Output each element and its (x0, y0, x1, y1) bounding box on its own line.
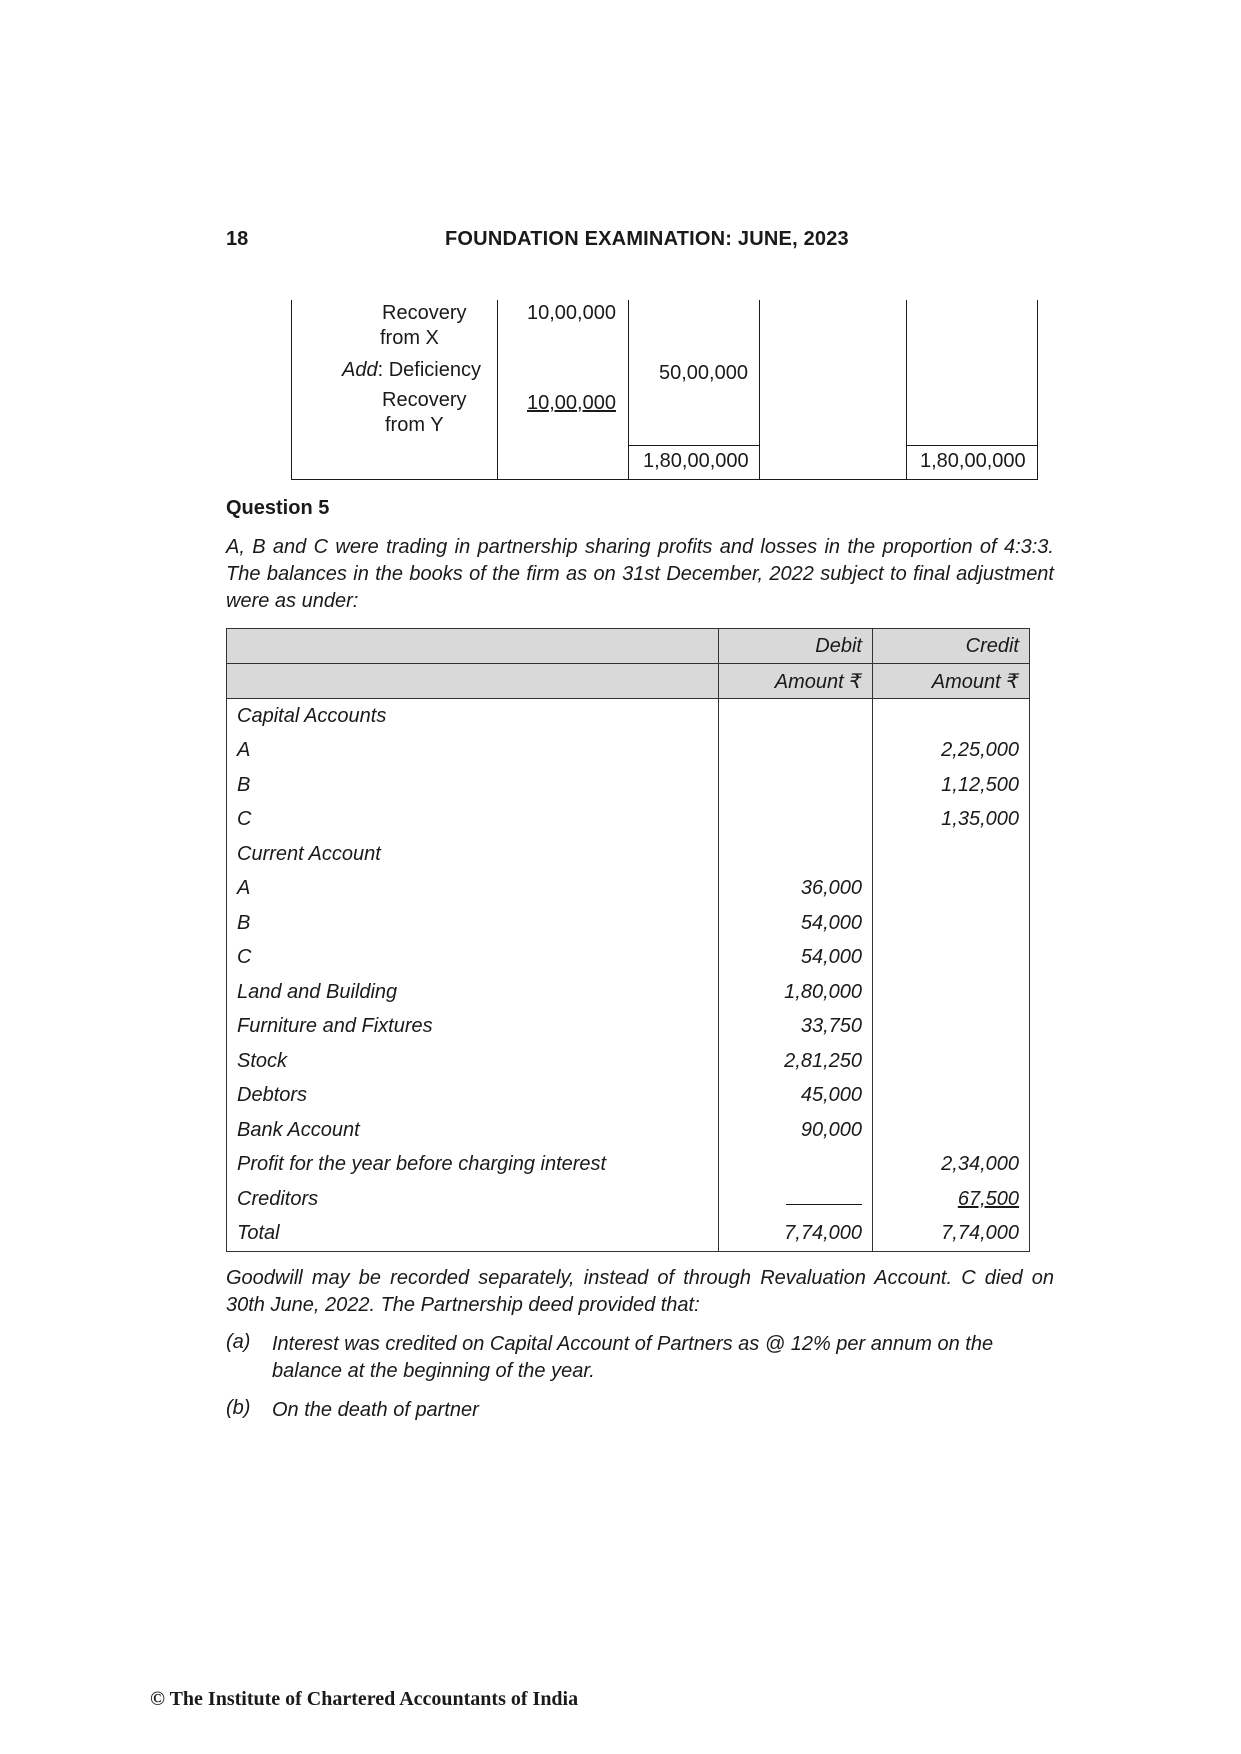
row-label-text: Current Account (237, 842, 381, 865)
table-row (227, 1113, 1030, 1148)
table-row (227, 1010, 1030, 1045)
row-credit (873, 734, 1030, 769)
row-label (227, 906, 719, 941)
total-right: 1,80,00,000 (920, 450, 1026, 472)
ledger-rule (628, 445, 759, 446)
row-credit (873, 872, 1030, 907)
table-row (227, 941, 1030, 976)
row-credit-text: 1,35,000 (941, 808, 1019, 831)
table-row (227, 837, 1030, 872)
row-credit (873, 1113, 1030, 1148)
question-heading: Question 5 (226, 497, 330, 519)
recovery-from-x-line1: Recovery (382, 302, 467, 324)
row-label-text: Furniture and Fixtures (237, 1015, 433, 1038)
row-debit-text: 33,750 (800, 1015, 862, 1038)
ledger-rule (497, 300, 498, 480)
row-credit (873, 1010, 1030, 1045)
row-credit (873, 1217, 1030, 1252)
table-row (227, 1182, 1030, 1217)
row-debit-text: 1,80,000 (784, 980, 862, 1003)
row-label (227, 941, 719, 976)
row-debit (719, 1148, 873, 1183)
recovery-x-amount: 10,00,000 (527, 302, 616, 324)
row-label (227, 1079, 719, 1114)
ledger-rule (906, 300, 907, 480)
row-label (227, 1217, 719, 1252)
row-credit (873, 837, 1030, 872)
ledger-rule (906, 445, 1037, 446)
row-label-text: Bank Account (237, 1118, 360, 1141)
row-debit (719, 768, 873, 803)
total-rule (786, 1192, 862, 1205)
row-debit-text: 36,000 (800, 877, 862, 900)
row-label-text: B (237, 773, 251, 796)
copyright-footer: © The Institute of Chartered Accountants of India (150, 1688, 579, 1710)
page-number: 18 (226, 228, 249, 250)
row-label-text: Land and Building (237, 980, 398, 1003)
table-row (227, 734, 1030, 769)
row-debit (719, 1217, 873, 1252)
item-b-label: (b) (226, 1397, 251, 1419)
row-label (227, 975, 719, 1010)
row-label-text: Debtors (237, 1084, 308, 1107)
row-label-text: B (237, 911, 251, 934)
row-debit (719, 1113, 873, 1148)
header-credit: Credit (873, 629, 1030, 664)
ledger-rule (628, 300, 629, 480)
row-credit (873, 1148, 1030, 1183)
row-label-text: Creditors (237, 1187, 319, 1210)
row-debit (719, 699, 873, 734)
row-label-text: Capital Accounts (237, 704, 387, 727)
row-label-text: C (237, 946, 252, 969)
ledger-rule (1037, 300, 1038, 480)
row-label (227, 1113, 719, 1148)
row-credit (873, 1079, 1030, 1114)
row-debit (719, 1044, 873, 1079)
table-row (227, 906, 1030, 941)
table-row (227, 803, 1030, 838)
trial-balance-table (226, 628, 1030, 1252)
row-debit (719, 906, 873, 941)
row-credit (873, 768, 1030, 803)
add-prefix: Add (342, 359, 378, 381)
row-credit (873, 699, 1030, 734)
table-row (227, 1217, 1030, 1252)
table-row (227, 1079, 1030, 1114)
row-label-text: Stock (237, 1049, 288, 1072)
row-label (227, 1010, 719, 1045)
row-debit-text: 54,000 (800, 911, 862, 934)
row-debit-text: 54,000 (800, 946, 862, 969)
recovery-from-y-line2: from Y (385, 414, 444, 436)
table-row (227, 699, 1030, 734)
row-credit (873, 975, 1030, 1010)
row-label (227, 872, 719, 907)
recovery-y-amount: 10,00,000 (527, 392, 616, 414)
row-label-text: Profit for the year before charging interest (237, 1153, 607, 1176)
row-credit-text: 2,25,000 (941, 739, 1019, 762)
row-debit (719, 975, 873, 1010)
row-label-text: C (237, 808, 252, 831)
table-row (227, 975, 1030, 1010)
running-head: FOUNDATION EXAMINATION: JUNE, 2023 (445, 228, 849, 250)
row-credit (873, 803, 1030, 838)
row-debit-text: 7,74,000 (784, 1222, 862, 1245)
row-debit (719, 803, 873, 838)
header-particulars (227, 629, 719, 664)
header-particulars (227, 664, 719, 699)
row-debit-text: 90,000 (800, 1118, 862, 1141)
table-row (227, 872, 1030, 907)
row-credit (873, 906, 1030, 941)
table-header-row (227, 664, 1030, 699)
header-debit-amount: Amount ₹ (719, 664, 873, 699)
ledger-rule (291, 479, 1037, 480)
row-credit-text: 7,74,000 (941, 1222, 1019, 1245)
table-row (227, 768, 1030, 803)
ledger-rule (291, 300, 292, 480)
add-deficiency (342, 358, 481, 382)
ledger-rule (759, 300, 760, 480)
row-label (227, 1044, 719, 1079)
row-credit (873, 1044, 1030, 1079)
row-label (227, 803, 719, 838)
row-debit (719, 872, 873, 907)
row-debit (719, 1182, 873, 1217)
row-label (227, 1148, 719, 1183)
row-credit-text: 1,12,500 (941, 773, 1019, 796)
table-row (227, 1148, 1030, 1183)
row-debit (719, 941, 873, 976)
table-header-row (227, 629, 1030, 664)
deficiency-amount: 50,00,000 (659, 362, 748, 384)
row-debit-text: 2,81,250 (784, 1049, 862, 1072)
row-credit (873, 941, 1030, 976)
row-label-text: A (237, 739, 251, 762)
row-label (227, 837, 719, 872)
table-row (227, 1044, 1030, 1079)
row-debit (719, 734, 873, 769)
add-rest: : Deficiency (377, 359, 481, 381)
row-label-text: Total (237, 1222, 280, 1245)
row-debit-text: 45,000 (800, 1084, 862, 1107)
total-left: 1,80,00,000 (643, 450, 749, 472)
goodwill-note: Goodwill may be recorded separately, instead of through Revaluation Account. C died on 30th June, 2022. The Partnership deed provided that: (226, 1267, 1054, 1316)
row-label (227, 699, 719, 734)
item-a-text: Interest was credited on Capital Account of Partners as @ 12% per annum on the balance at the beginning of the year. (272, 1333, 994, 1382)
row-credit-text: 2,34,000 (941, 1153, 1019, 1176)
recovery-from-y-line1: Recovery (382, 389, 467, 411)
recovery-from-x-line2: from X (380, 327, 439, 349)
item-b-text: On the death of partner (272, 1399, 479, 1421)
header-credit-amount: Amount ₹ (873, 664, 1030, 699)
row-label (227, 1182, 719, 1217)
row-label (227, 734, 719, 769)
row-debit (719, 1079, 873, 1114)
row-debit (719, 1010, 873, 1045)
row-label-text: A (237, 877, 251, 900)
row-label (227, 768, 719, 803)
header-debit: Debit (719, 629, 873, 664)
row-debit (719, 837, 873, 872)
row-credit (873, 1182, 1030, 1217)
row-credit-text: 67,500 (957, 1187, 1019, 1210)
question-intro: A, B and C were trading in partnership sharing profits and losses in the proportion of 4:3:3. The balances in the books of the firm as on 31st December, 2022 subject to final adjustment were as under: (226, 536, 1054, 612)
item-a-label: (a) (226, 1331, 251, 1353)
